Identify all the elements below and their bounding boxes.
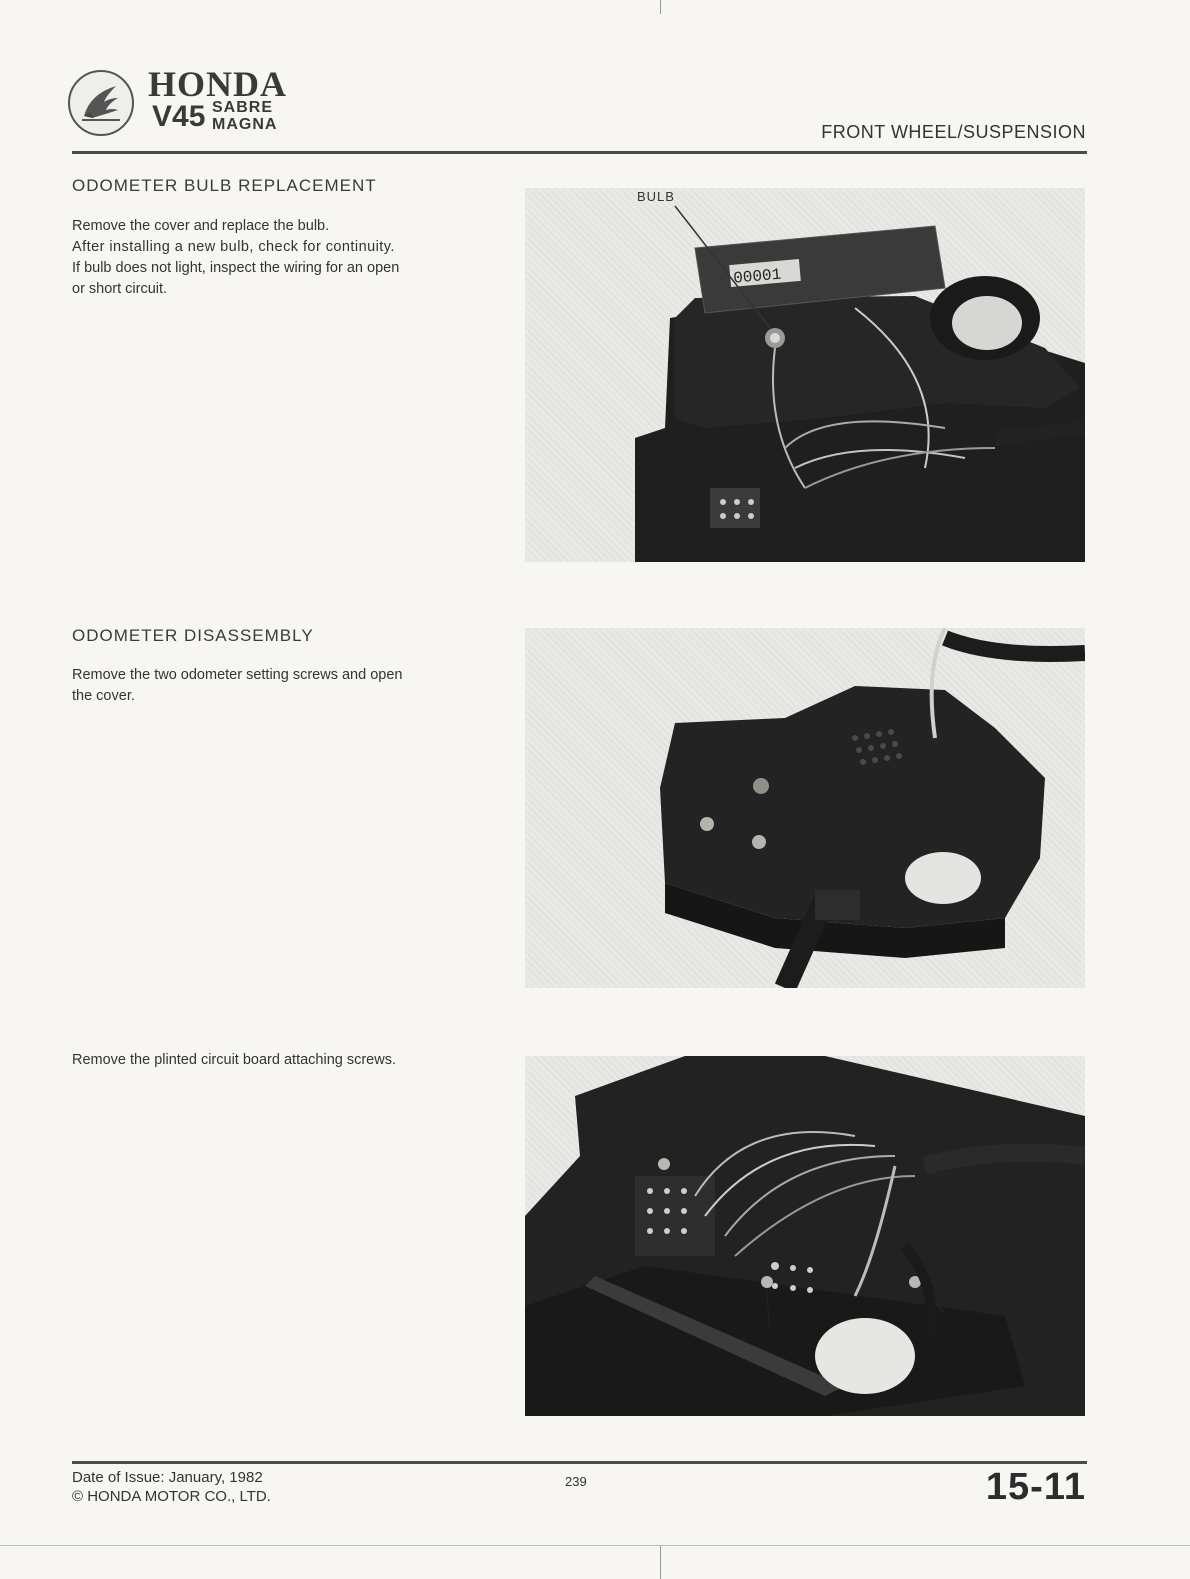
footer-rule [72,1461,1087,1464]
model-name: V45 [152,100,206,133]
text-line: Remove the two odometer setting screws and open [72,667,403,683]
header-rule [72,151,1087,154]
text-line: Remove the cover and replace the bulb. [72,218,330,234]
crop-mark-bottom [660,1545,661,1579]
heading-odometer-disassembly: ODOMETER DISASSEMBLY [72,626,314,645]
model-variant-sabre: SABRE [212,99,274,116]
odometer-digits: 00001 [732,265,783,288]
issue-date: Date of Issue: January, 1982 [72,1469,263,1486]
text-line: or short circuit. [72,281,168,297]
callout-bulb: BULB [637,189,675,204]
text-line: After installing a new bulb, check for continuity. [72,239,395,255]
photo-odometer-disassembly [525,628,1085,988]
text-line: If bulb does not light, inspect the wiring for an open [72,260,400,276]
text-line: the cover. [72,688,135,704]
copyright: © HONDA MOTOR CO., LTD. [72,1488,271,1505]
section-page-number: 15-11 [985,1466,1086,1508]
photo-circuit-board-screws [525,1056,1085,1416]
section-title: FRONT WHEEL/SUSPENSION [821,122,1086,142]
crop-mark-top [660,0,661,14]
page-number: 239 [565,1474,587,1489]
heading-bulb-replacement: ODOMETER BULB REPLACEMENT [72,176,377,195]
model-variant-magna: MAGNA [212,116,278,133]
text-circuit-board-screws [72,1050,502,1071]
brand-name: HONDA [148,64,287,104]
photo-odometer-bulb [525,188,1085,562]
page-edge-line [0,1545,1190,1546]
text-bulb-replacement [72,216,492,300]
honda-wing-logo-icon [68,70,134,136]
text-odometer-disassembly [72,665,492,707]
footer-issue-info [72,1468,271,1506]
text-line: Remove the plinted circuit board attaching screws. [72,1052,396,1068]
